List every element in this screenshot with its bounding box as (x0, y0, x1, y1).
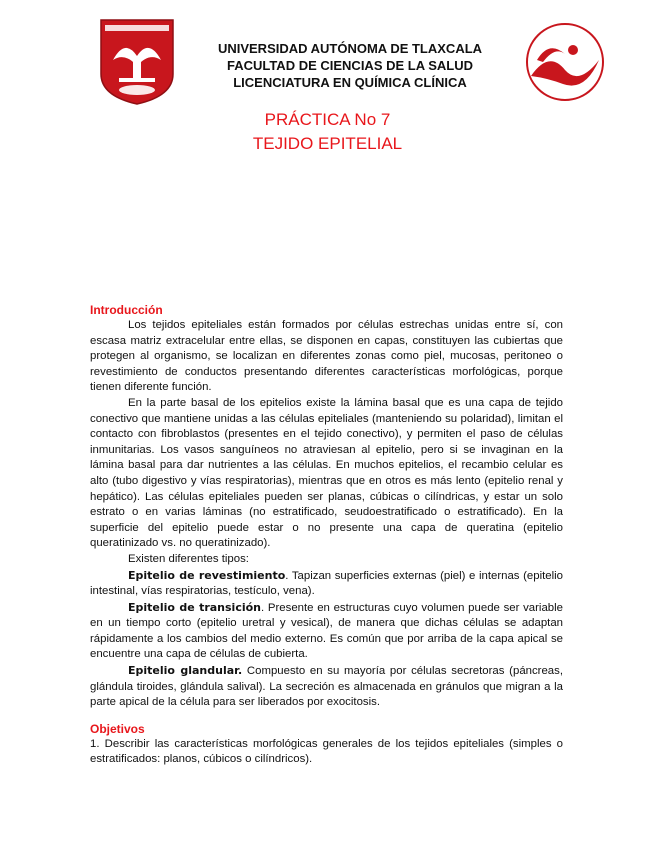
intro-paragraph-3: Existen diferentes tipos: (128, 552, 249, 565)
type-glandular (90, 663, 563, 711)
faculty-name: FACULTAD DE CIENCIAS DE LA SALUD (226, 58, 474, 73)
objectives-heading: Objetivos (90, 721, 145, 736)
institution-header (180, 40, 520, 91)
modelo-humanista-logo (519, 20, 611, 104)
intro-paragraph-2: En la parte basal de los epitelios existe la lámina basal que es una capa de tejido conectivo que mantiene unidas a las células epiteliales (manteniendo su polaridad), limitan el contacto con fibroblastos (presentes en el tejido conectivo), y permiten el paso de células inmunitarias. Los vasos sanguíneos no atraviesan al epitelio, pero si se invaginan en la lámina basal para dar nutrientes a las células. En muchos epitelios, el recambio celular es alto (tubo digestivo y vías respiratorias), mientras que en otros es más lento (epitelio renal y hepático). Las células epiteliales pueden ser planas, cúbicas o cilíndricas, y estar un solo estrato o en varias láminas (no estratificado, seudoestratificado o estratificado). En la superficie del epitelio puede estar o no presente una capa de queratina (epitelio queratinizado vs. no queratinizado). (90, 396, 563, 550)
type-revestimiento-text: . Tapizan superficies externas (piel) e internas (epitelio intestinal, vías respiratorias, testículo, vena). (90, 569, 563, 598)
section-gap (90, 711, 563, 721)
type-revestimiento (90, 568, 563, 600)
type-glandular-text: Compuesto en su mayoría por células secretoras (páncreas, glándula tiroides, glándula salival). La secreción es almacenada en gránulos que migran a la parte apical de la célula para ser liberados por exocitosis. (90, 665, 564, 709)
university-seal-logo (97, 16, 177, 106)
intro-paragraph-1: Los tejidos epiteliales están formados por células estrechas unidas entre sí, con escasa matriz extracelular entre ellas, se disponen en capas, constituyen las cubiertas que protegen al organismo, se localizan en diferentes zonas como piel, mucosas, peritoneo o revestimiento de conductos presentando diferentes características morfológicas, porque tienen diferente función. (90, 319, 563, 394)
practice-heading (130, 108, 525, 156)
document-body (90, 302, 563, 768)
type-transicion-text: . Presente en estructuras cuyo volumen puede ser variable en un tiempo corto (epitelio uretral y vesical), de manera que dichas células se adaptan rápidamente a los cambios del medio externo. Es común que por arriba de la capa apical se encuentre una capa de células de cubierta. (90, 601, 564, 661)
objective-1: 1. Describir las características morfológicas generales de los tejidos epiteliales (simples o estratificados: planos, cúbicos o cilíndricos). (90, 737, 563, 766)
practice-number: PRÁCTICA No 7 (264, 110, 391, 129)
practice-title: TEJIDO EPITELIAL (252, 134, 403, 153)
type-glandular-label: Epitelio glandular. (128, 664, 243, 678)
type-revestimiento-label: Epitelio de revestimiento (128, 568, 286, 582)
type-transicion (90, 600, 563, 663)
university-name: UNIVERSIDAD AUTÓNOMA DE TLAXCALA (217, 41, 483, 56)
intro-heading: Introducción (90, 303, 163, 317)
program-name: LICENCIATURA EN QUÍMICA CLÍNICA (233, 75, 467, 90)
type-transicion-label: Epitelio de transición (128, 600, 262, 614)
